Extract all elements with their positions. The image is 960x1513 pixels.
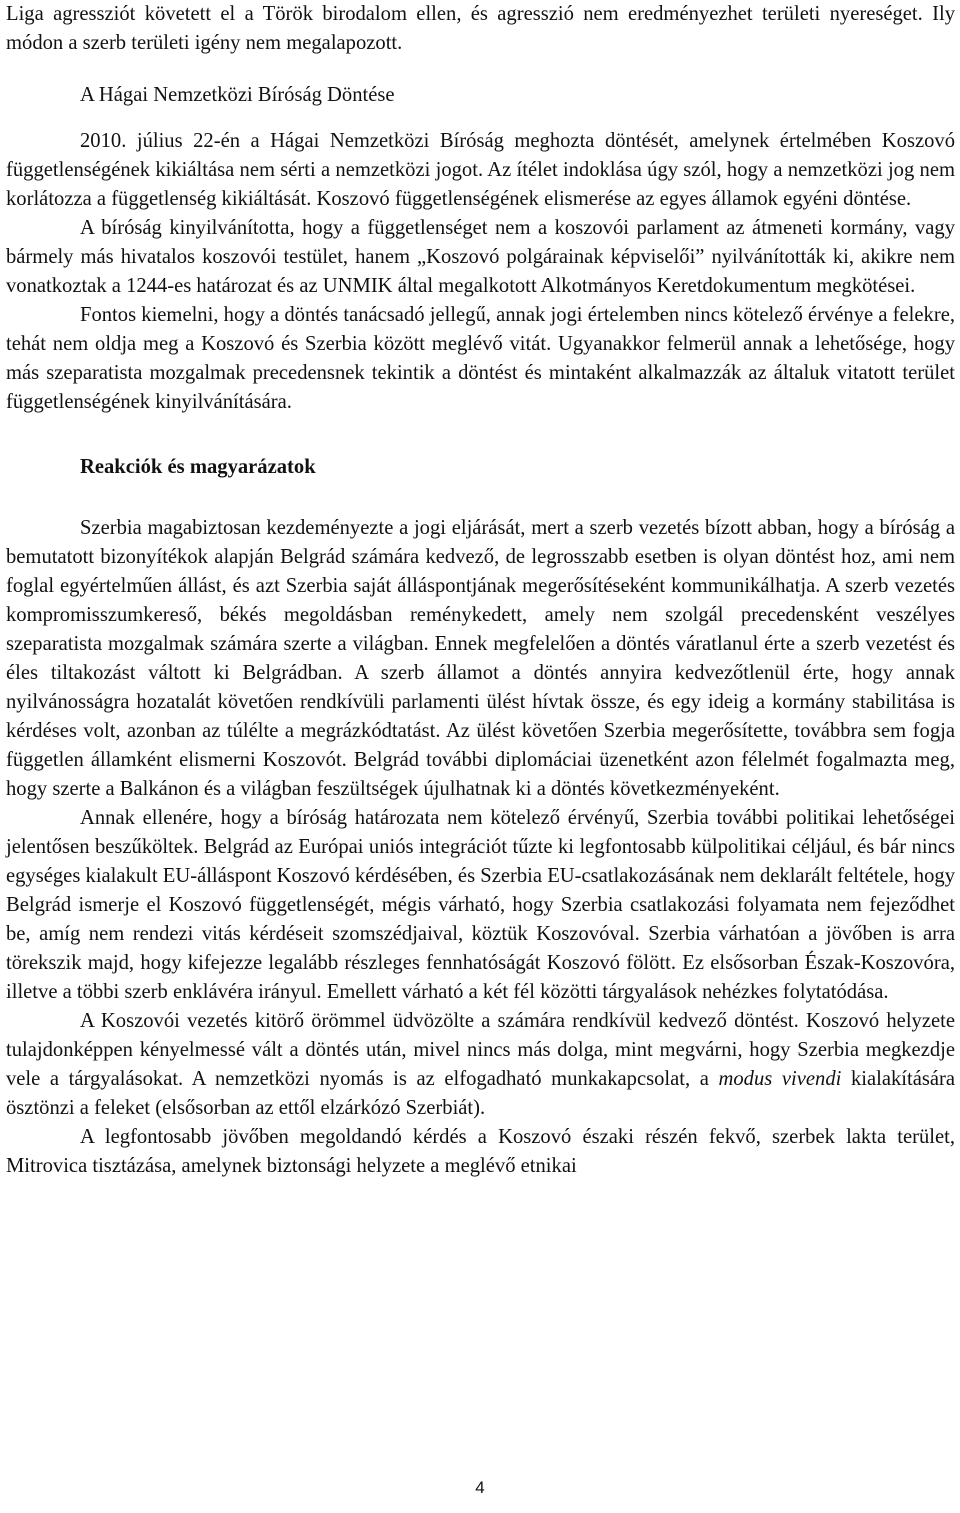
paragraph-intro: Liga agressziót követett el a Török birodalom ellen, és agresszió nem eredményezhet területi nyereséget. Ily módon a szerb területi igény nem megalapozott. [6,3,955,54]
paragraph-serbia-options: Annak ellenére, hogy a bíróság határozata nem kötelező érvényű, Szerbia további politikai lehetőségei jelentősen beszűköltek. Belgrád az Európai uniós integrációt tűzte ki legfontosabb külpolitikai céljául, és bár nincs egységes kialakult EU-álláspont Koszovó kérdésében, és Szerbia EU-csatlakozásának nem deklarált feltétele, hogy Belgrád ismerje el Koszovó függetlenségét, mégis várható, hogy Szerbia csatlakozási folyamata nem fejeződhet be, amíg nem rendezi vitás kérdéseit szomszédjaival, köztük Koszovóval. Szerbia várhatóan a jövőben is arra törekszik majd, hogy kifejezze legalább részleges fennhatóságát Koszovó fölött. Ez elsősorban Észak-Koszovóra, illetve a többi szerb enklávéra irányul. Emellett várható a két fél közötti tárgyalások nehézkes folytatódása. [6,807,955,1003]
section-heading-reactions: Reakciók és magyarázatok [80,456,316,478]
paragraph-kosovo-reaction-part1: A Koszovói vezetés kitörő örömmel üdvözölte a számára rendkívül kedvező döntést. Koszovó helyzete tulajdonképpen kényelmessé vált a döntés után, mivel nincs más dolga, mint megvárni, hogy Szerbia megkezdje vele a tárgyalásokat. A nemzetközi nyomás is az elfogadható munkakapcsolat, a [6,1010,955,1090]
section-heading-hague: A Hágai Nemzetközi Bíróság Döntése [80,84,395,106]
modus-vivendi-term: modus vivendi [718,1068,842,1090]
paragraph-mitrovica: A legfontosabb jövőben megoldandó kérdés a Koszovó északi részén fekvő, szerbek lakta terület, Mitrovica tisztázása, amelynek biztonsági helyzete a meglévő etnikai [6,1126,955,1177]
paragraph-hague-ruling: 2010. július 22-én a Hágai Nemzetközi Bíróság meghozta döntését, amelynek értelmében Koszovó függetlenségének kikiáltása nem sérti a nemzetközi jogot. Az ítélet indoklása úgy szól, hogy a nemzetközi jog nem korlátozza a függetlenség kikiáltását. Koszovó függetlenségének elismerése az egyes államok egyéni döntése. [6,130,955,210]
paragraph-advisory-nature: Fontos kiemelni, hogy a döntés tanácsadó jellegű, annak jogi értelemben nincs kötelező érvénye a felekre, tehát nem oldja meg a Koszovó és Szerbia között meglévő vitát. Ugyanakkor felmerül annak a lehetősége, hogy más szeparatista mozgalmak precedensnek tekintik a döntést és mintaként alkalmazzák az általuk vitatott terület függetlenségének kinyilvánítására. [6,304,955,413]
paragraph-serbia-reaction: Szerbia magabiztosan kezdeményezte a jogi eljárását, mert a szerb vezetés bízott abban, hogy a bíróság a bemutatott bizonyítékok alapján Belgrád számára kedvező, de legrosszabb esetben is olyan döntést hoz, ami nem foglal egyértelműen állást, és azt Szerbia saját álláspontjának megerősítéseként kommunikálhatja. A szerb vezetés kompromisszumkereső, békés megoldásban reménykedett, amely nem szolgál precedensként veszélyes szeparatista mozgalmak számára szerte a világban. Ennek megfelelően a döntés váratlanul érte a szerb vezetést és éles tiltakozást váltott ki Belgrádban. A szerb államot a döntés annyira kedvezőtlenül érte, hogy annak nyilvánosságra hozatalát követően rendkívüli parlamenti ülést hívtak össze, és egy ideig a kormány stabilitása is kérdéses volt, azonban az túlélte a megrázkódtatást. Az ülést követően Szerbia megerősítette, továbbra sem fogja független államként elismerni Koszovót. Belgrád további diplomáciai üzenetként azon félelmét fogalmazta meg, hogy szerte a Balkánon és a világban feszültségek újulhatnak ki a döntés következményeként. [6,517,955,800]
paragraph-kosovo-reaction-part2: kialakítására ösztönzi a feleket (elsősorban az ettől elzárkózó Szerbiát). [6,1068,955,1119]
paragraph-kosovo-reaction [6,1007,955,1123]
document-page [6,0,955,1181]
paragraph-court-declaration: A bíróság kinyilvánította, hogy a függetlenséget nem a koszovói parlament az átmeneti kormány, vagy bármely más hivatalos koszovói testület, hanem „Koszovó polgárainak képviselői” nyilvánították ki, akikre nem vonatkoztak a 1244-es határozat és az UNMIK által megalkotott Alkotmányos Keretdokumentum megkötései. [6,217,955,297]
page-number: 4 [475,1478,485,1497]
